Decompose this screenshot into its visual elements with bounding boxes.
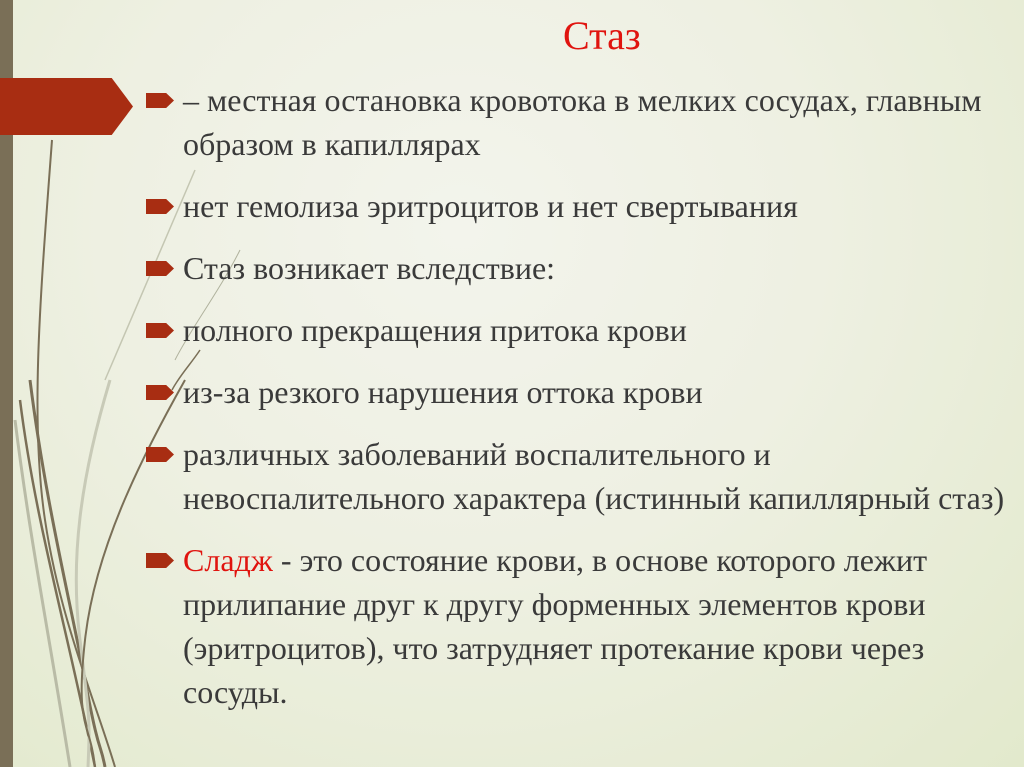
list-item <box>146 538 1016 714</box>
arrow-pentagon-icon <box>146 323 174 338</box>
bullet-text: нет гемолиза эритроцитов и нет свертывания <box>183 188 798 224</box>
slide-title-text: Стаз <box>563 13 641 58</box>
arrow-pentagon-icon <box>146 385 174 400</box>
bullet-list <box>146 78 1016 732</box>
bullet-text: Стаз возникает вследствие: <box>183 250 556 286</box>
list-item <box>146 308 1016 352</box>
term-sludge: Сладж <box>183 542 273 578</box>
bullet-text: - это состояние крови, в основе которого лежит прилипание друг к другу форменных элементов крови (эритроцитов), что затрудняет протекание крови через сосуды. <box>183 542 928 710</box>
list-item <box>146 370 1016 414</box>
ribbon-arrow-icon <box>0 78 133 135</box>
bullet-text: – местная остановка кровотока в мелких сосудах, главным образом в капиллярах <box>183 82 982 162</box>
arrow-pentagon-icon <box>146 553 174 568</box>
bullet-text: полного прекращения притока крови <box>183 312 687 348</box>
list-item <box>146 184 1016 228</box>
list-item <box>146 246 1016 290</box>
bullet-text: из-за резкого нарушения оттока крови <box>183 374 703 410</box>
list-item <box>146 432 1016 520</box>
arrow-pentagon-icon <box>146 93 174 108</box>
bullet-text: различных заболеваний воспалительного и невоспалительного характера (истинный капиллярный стаз) <box>183 436 1005 516</box>
slide-title <box>255 10 1024 62</box>
arrow-pentagon-icon <box>146 447 174 462</box>
arrow-pentagon-icon <box>146 199 174 214</box>
arrow-pentagon-icon <box>146 261 174 276</box>
list-item <box>146 78 1016 166</box>
